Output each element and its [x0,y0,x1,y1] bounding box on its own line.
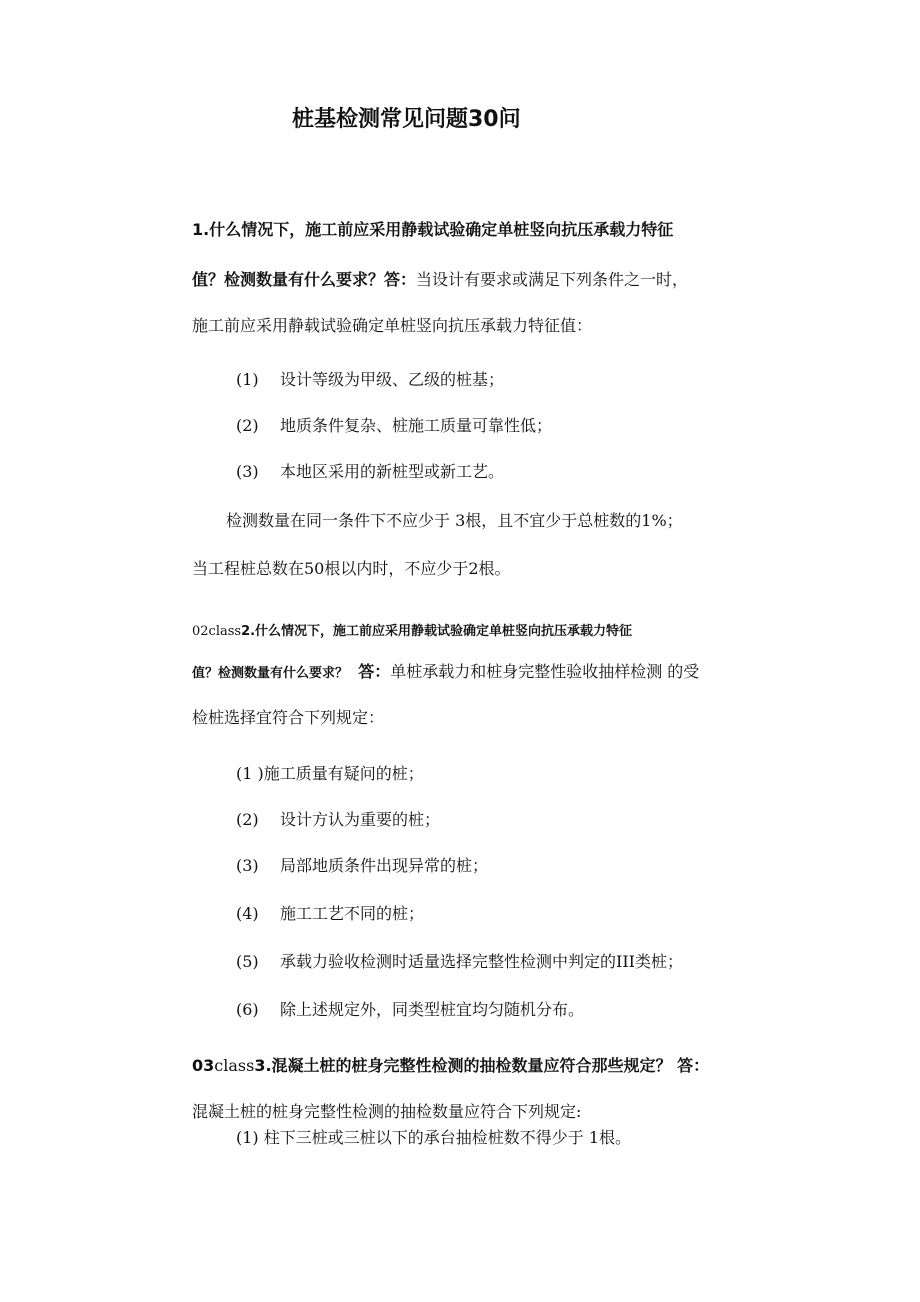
list-item: (6) 除上述规定外，同类型桩宜均匀随机分布。 [236,1000,585,1019]
list-item: (4) 施工工艺不同的桩； [236,904,425,923]
q1-note2: 当工程桩总数在50根以内时，不应少于2根。 [192,559,511,578]
list-item: (1) 设计等级为甲级、乙级的桩基； [236,370,505,389]
q1-line3: 施工前应采用静载试验确定单桩竖向抗压承载力特征值： [192,316,593,335]
q3-heading: 03class3.混凝土桩的桩身完整性检测的抽检数量应符合那些规定？ 答： [192,1056,710,1075]
q2-line3: 检桩选择宜符合下列规定： [192,708,385,727]
q2-heading: 02class2.什么情况下，施工前应采用静载试验确定单桩竖向抗压承载力特征 [192,624,633,639]
document-title: 桩基检测常见问题30问 [292,107,521,132]
list-item: (1 )施工质量有疑问的桩； [236,764,424,783]
list-item: (3) 局部地质条件出现异常的桩； [236,856,489,875]
q1-heading: 1.什么情况下，施工前应采用静载试验确定单桩竖向抗压承载力特征 [192,220,674,239]
list-item: (5) 承载力验收检测时适量选择完整性检测中判定的III类桩； [236,952,683,971]
list-item: (2) 地质条件复杂、桩施工质量可靠性低； [236,416,553,435]
q3-line2: 混凝土桩的桩身完整性检测的抽检数量应符合下列规定: [192,1102,582,1121]
q1-line2 [192,270,688,290]
list-item: (1) 柱下三桩或三桩以下的承台抽检桩数不得少于 1根。 [236,1128,632,1147]
q1-heading-cont: 值？检测数量有什么要求？答： [192,270,417,289]
list-item: (3) 本地区采用的新桩型或新工艺。 [236,462,505,481]
q1-note1: 检测数量在同一条件下不应少于 3根，且不宜少于总桩数的1%； [226,511,683,530]
list-item: (2) 设计方认为重要的桩； [236,810,441,829]
q1-answer: 当设计有要求或满足下列条件之一时， [416,270,689,289]
q2-line2: 值？检测数量有什么要求？ 答：单桩承载力和桩身完整性验收抽样检测 的受 [192,662,700,681]
